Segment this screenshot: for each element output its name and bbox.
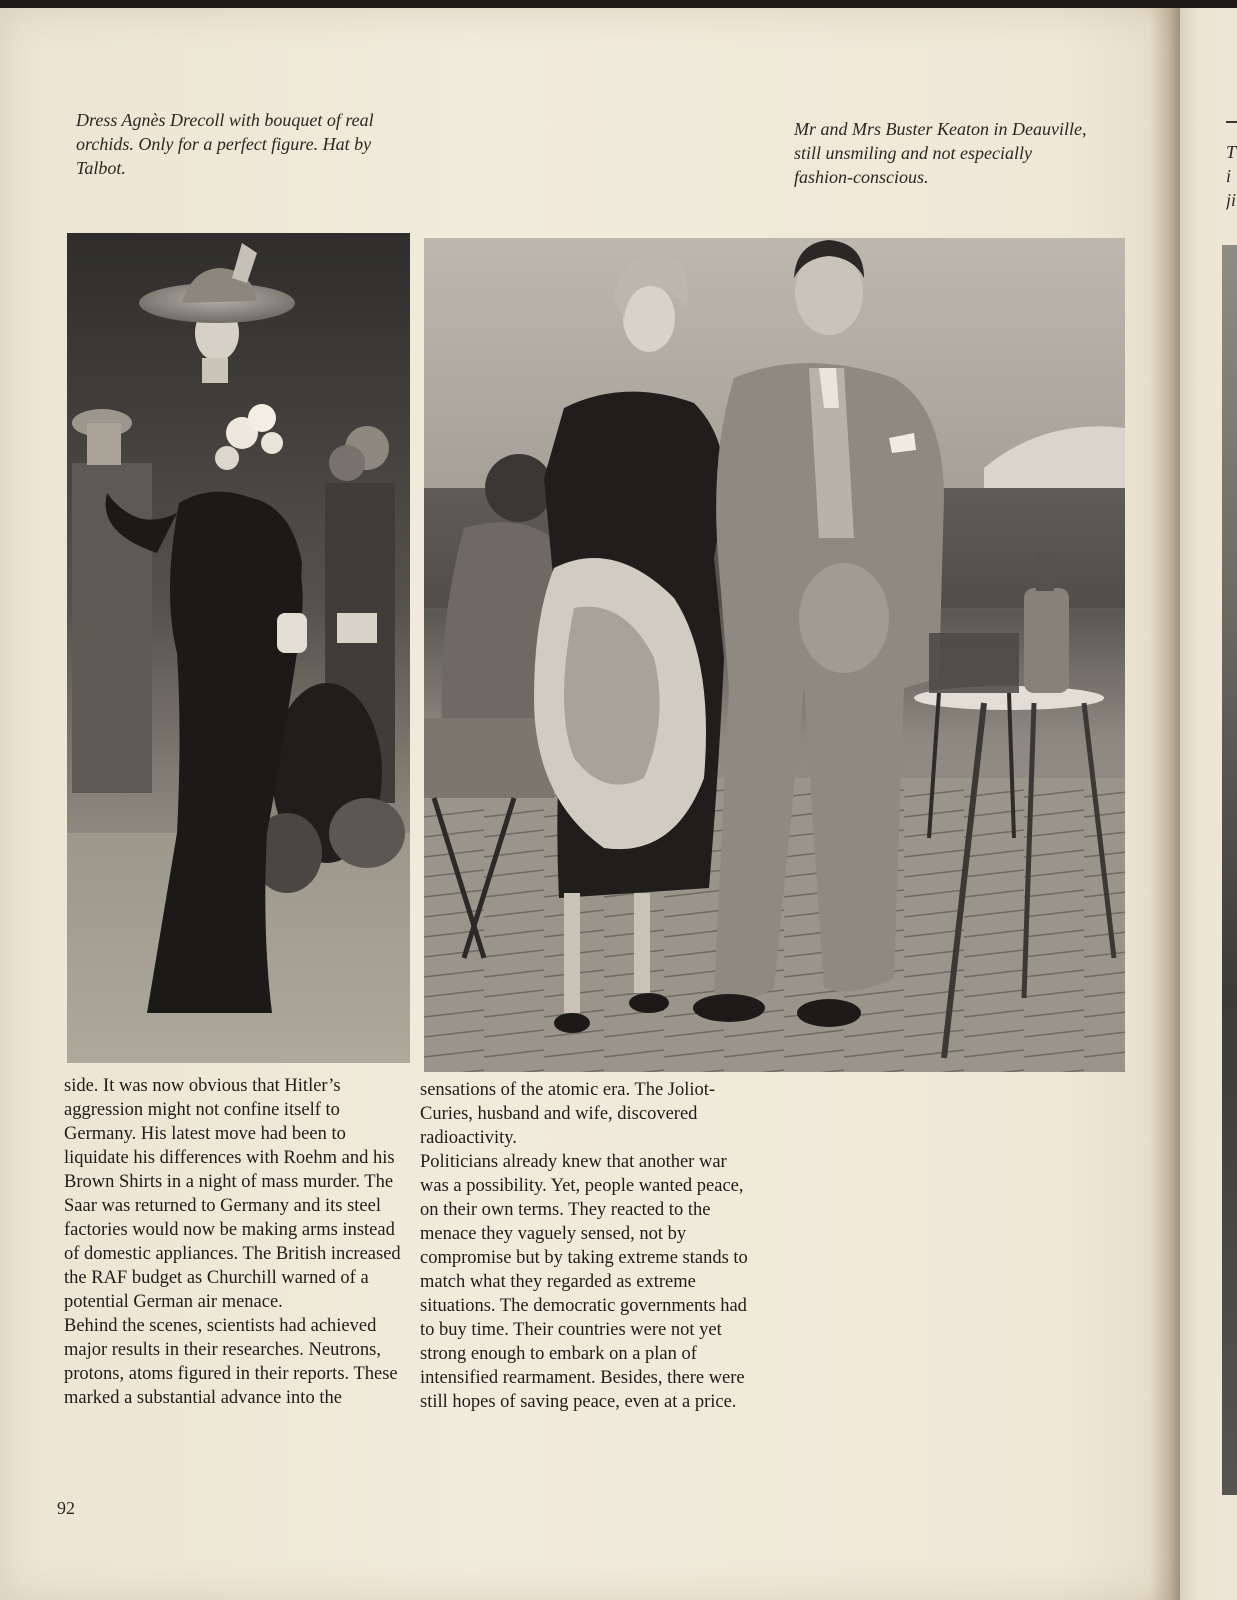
photo-buster-keaton-couple (424, 238, 1125, 1072)
caption-left-photo: Dress Agnès Drecoll with bouquet of real orchids. Only for a perfect figure. Hat by Talbot. (76, 110, 374, 178)
page-number: 92 (57, 1498, 75, 1518)
facing-page-photo-edge (1222, 245, 1237, 1495)
photo-right-illustration (424, 238, 1125, 1072)
caption-right-photo: Mr and Mrs Buster Keaton in Deauville, still unsmiling and not especially fashion-conscious. (794, 119, 1087, 187)
facing-page-rule (1226, 121, 1237, 123)
page-gutter (1150, 8, 1180, 1600)
body-paragraph: Behind the scenes, scientists had achieved major results in their researches. Neutrons, protons, atoms figured in their reports. These marked a substantial advance into the (64, 1316, 398, 1408)
body-paragraph: side. It was now obvious that Hitler’s aggression might not confine itself to Germany. His latest move had been to liquidate his differences with Roehm and his Brown Shirts in a night of mass murder. The Saar was returned to Germany and its steel factories would now be making arms instead of domestic appliances. The British increased the RAF budget as Churchill warned of a potential German air menace. (64, 1076, 401, 1312)
facing-page-caption-fragment: T i ji (1226, 142, 1237, 210)
body-text-left-column (64, 1074, 409, 1410)
photo-left-illustration (67, 233, 410, 1063)
body-text-middle-column (420, 1078, 760, 1414)
body-paragraph: Politicians already knew that another war was a possibility. Yet, people wanted peace, on their own terms. They reacted to the menace they vaguely sensed, not by compromise but by taking extreme stands to match what they regarded as extreme situations. The democratic governments had to buy time. Their countries were not yet strong enough to embark on a plan of intensified rearmament. Besides, there were still hopes of saving peace, even at a price. (420, 1152, 748, 1412)
body-paragraph: sensations of the atomic era. The Joliot-Curies, husband and wife, discovered radioactivity. (420, 1080, 716, 1148)
photo-woman-in-drecoll-dress (67, 233, 410, 1063)
